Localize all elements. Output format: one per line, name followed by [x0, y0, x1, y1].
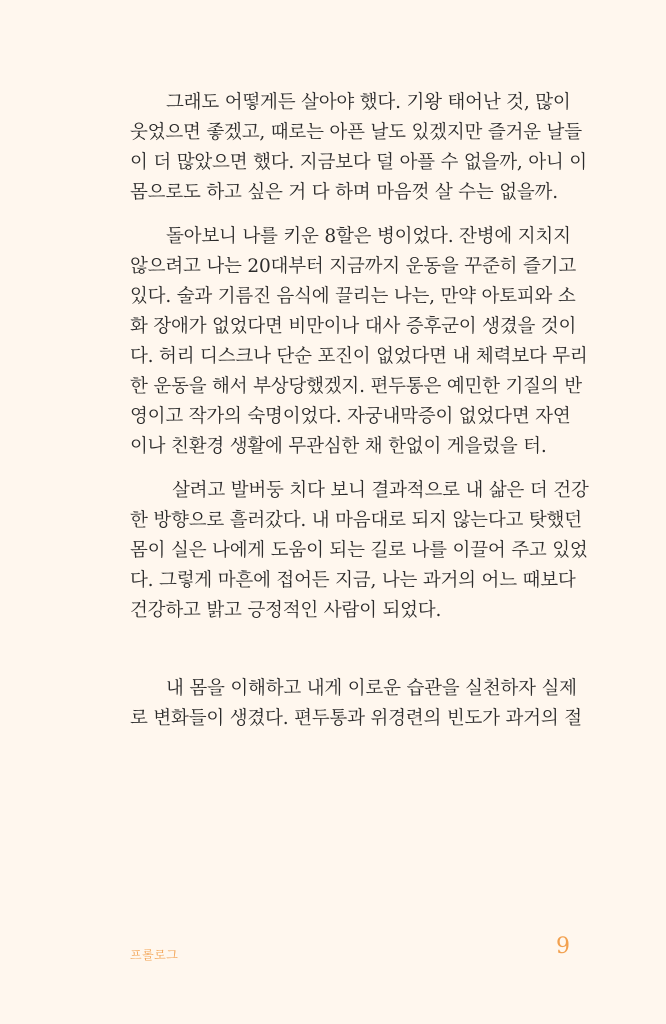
- text-line: 한 방향으로 흘러갔다. 내 마음대로 되지 않는다고 탓했던: [130, 510, 582, 531]
- text-line: 내 몸을 이해하고 내게 이로운 습관을 실천하자 실제: [166, 678, 577, 699]
- text-line: 화 장애가 없었다면 비만이나 대사 증후군이 생겼을 것이: [130, 316, 577, 337]
- text-line: 이 더 많았으면 했다. 지금보다 덜 아플 수 없을까, 아니 이: [130, 152, 587, 173]
- text-line: 그래도 어떻게든 살아야 했다. 기왕 태어난 것, 많이: [166, 92, 571, 113]
- text-line: 로 변화들이 생겼다. 편두통과 위경련의 빈도가 과거의 절: [130, 708, 582, 729]
- text-line: 돌아보니 나를 키운 8할은 병이었다. 잔병에 지치지: [166, 226, 571, 247]
- text-line: 몸이 실은 나에게 도움이 되는 길로 나를 이끌어 주고 있었: [130, 540, 588, 561]
- section-title: 프롤로그: [130, 948, 179, 962]
- text-line: 영이고 작가의 숙명이었다. 자궁내막증이 없었다면 자연: [130, 406, 571, 427]
- text-line: 다. 그렇게 마흔에 접어든 지금, 나는 과거의 어느 때보다: [130, 570, 576, 591]
- paragraph: [130, 476, 590, 626]
- text-line: 있다. 술과 기름진 음식에 끌리는 나는, 만약 아토피와 소: [130, 286, 576, 307]
- page-number: 9: [556, 934, 570, 959]
- text-line: 몸으로도 하고 싶은 거 다 하며 마음껏 살 수는 없을까.: [130, 182, 558, 203]
- paragraph: [130, 88, 590, 208]
- text-line: 건강하고 밝고 긍정적인 사람이 되었다.: [130, 600, 442, 621]
- paragraph: [130, 222, 590, 462]
- text-line: 웃었으면 좋겠고, 때로는 아픈 날도 있겠지만 즐거운 날들: [130, 122, 582, 143]
- page-body: [130, 88, 590, 734]
- paragraph: [130, 674, 590, 734]
- text-line: 않으려고 나는 20대부터 지금까지 운동을 꾸준히 즐기고: [130, 256, 576, 277]
- text-line: 다. 허리 디스크나 단순 포진이 없었다면 내 체력보다 무리: [130, 346, 588, 367]
- text-line: 살려고 발버둥 치다 보니 결과적으로 내 삶은 더 건강: [172, 480, 589, 501]
- text-line: 이나 친환경 생활에 무관심한 채 한없이 게을렀을 터.: [130, 436, 547, 457]
- text-line: 한 운동을 해서 부상당했겠지. 편두통은 예민한 기질의 반: [130, 376, 582, 397]
